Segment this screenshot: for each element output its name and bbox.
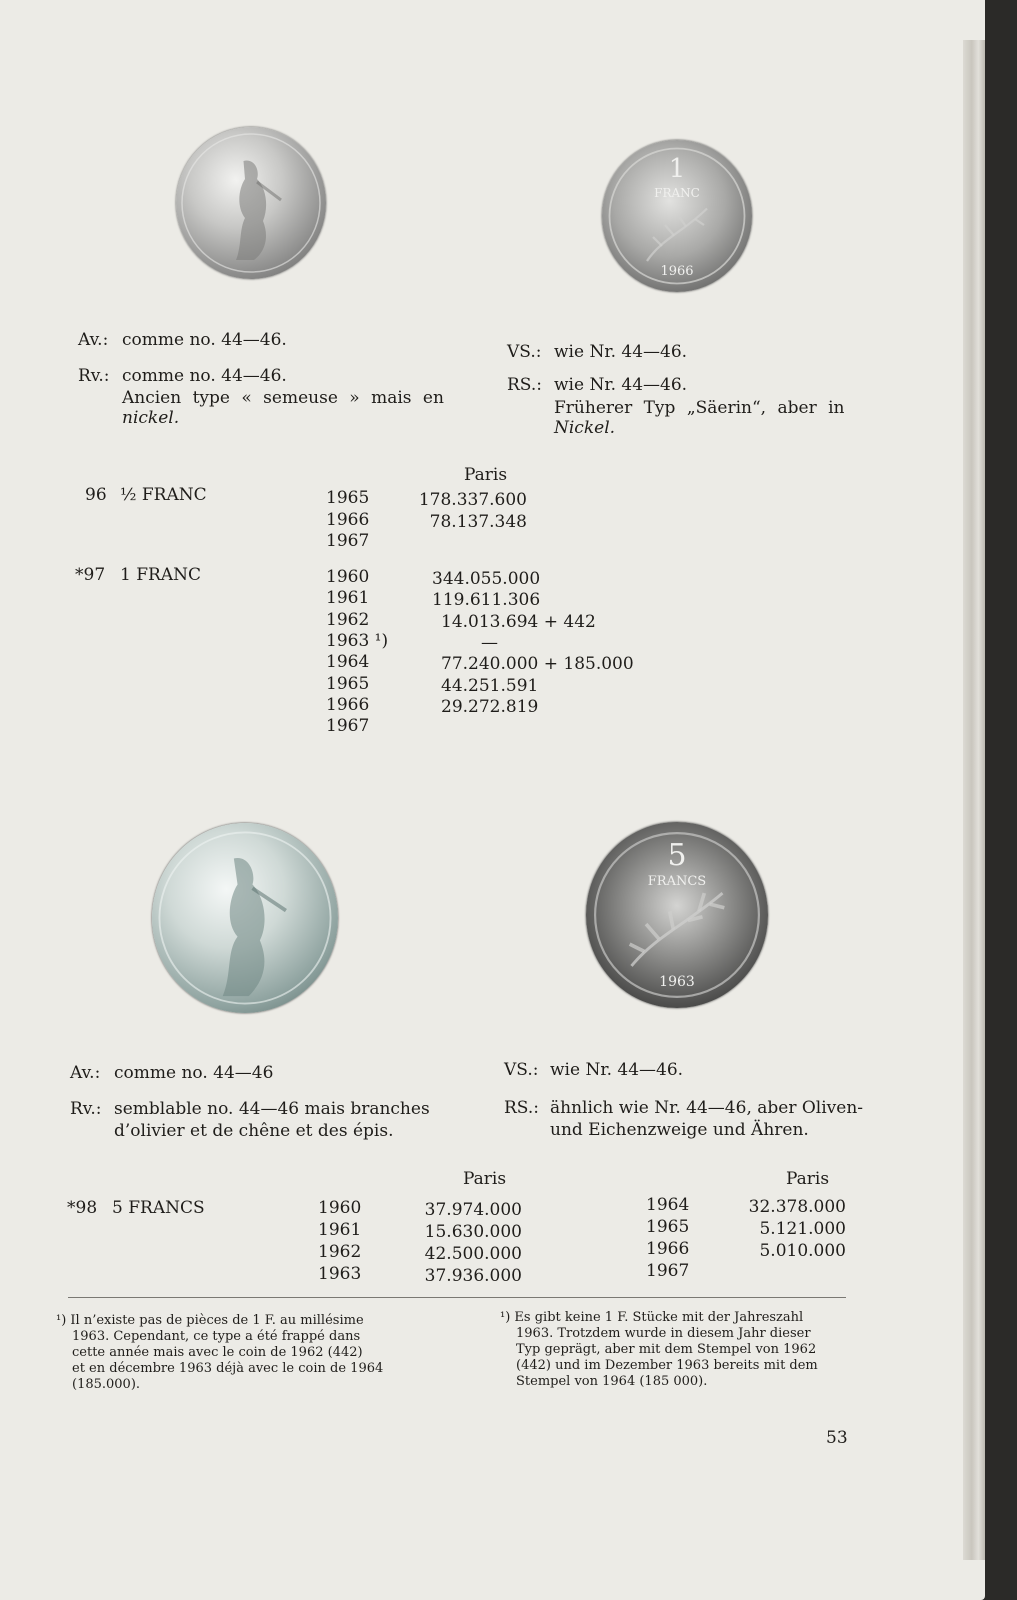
coin-five-denomination: FRANCS xyxy=(647,874,707,889)
coin-one-year: 1966 xyxy=(660,264,694,279)
page-edge xyxy=(963,40,985,1560)
footnote-line: et en décembre 1963 déjà avec le coin de 1964 xyxy=(72,1361,384,1376)
footnote-line: cette année mais avec le coin de 1962 (442) xyxy=(72,1345,363,1360)
mintage-year: 1964 xyxy=(326,652,370,673)
mintage-year: 1966 xyxy=(646,1239,690,1259)
de2-reverse-label: RS.: xyxy=(504,1098,539,1118)
fr2-obverse-label: Av.: xyxy=(70,1063,101,1083)
one-franc-coin-image xyxy=(602,140,752,292)
entry97-denomination: 1 FRANC xyxy=(120,565,201,585)
mintage-value: 42.500.000 xyxy=(424,1244,522,1264)
five-francs-obverse-image xyxy=(152,823,338,1013)
mintage-value: 14.013.694 + 442 xyxy=(441,611,596,632)
fr-reverse-line1: comme no. 44—46. xyxy=(122,366,287,386)
mintage-year: 1961 xyxy=(326,588,370,609)
de-reverse-line3: Nickel. xyxy=(554,418,616,438)
entry98-number: *98 xyxy=(67,1198,98,1218)
fr-reverse-line2: Ancien type « semeuse » mais en xyxy=(122,388,444,408)
entry97-number: *97 xyxy=(75,565,106,585)
de2-obverse-label: VS.: xyxy=(504,1060,539,1080)
de-reverse-line1: wie Nr. 44—46. xyxy=(554,375,688,395)
coin-five-value: 5 xyxy=(667,838,687,873)
footnote-line: ¹) Il n’existe pas de pièces de 1 F. au millésime xyxy=(56,1313,364,1328)
fr-reverse-line3: nickel. xyxy=(122,408,180,428)
mintage-year: 1960 xyxy=(318,1198,362,1218)
mintage-year: 1966 xyxy=(326,694,370,715)
five-francs-reverse-image xyxy=(586,822,768,1008)
mintage-year: 1963 ¹) xyxy=(326,630,389,651)
footnote-line: (185.000). xyxy=(72,1377,141,1392)
mintage-value: 32.378.000 xyxy=(748,1197,846,1217)
de-obverse-text: wie Nr. 44—46. xyxy=(554,342,688,362)
mintage-value: 29.272.819 xyxy=(441,696,539,717)
mintage-year: 1965 xyxy=(646,1217,690,1237)
mintage-year: 1967 xyxy=(326,531,370,551)
fr-obverse-label: Av.: xyxy=(78,330,109,350)
sower-figure-icon xyxy=(176,127,326,279)
footnote-divider xyxy=(68,1297,846,1298)
de-reverse-label: RS.: xyxy=(507,375,542,395)
mintage-value: 44.251.591 xyxy=(441,675,539,696)
de2-reverse-line1: ähnlich wie Nr. 44—46, aber Oliven- xyxy=(550,1098,864,1118)
mintage-value: — xyxy=(481,632,498,653)
mintage-value: 119.611.306 xyxy=(432,590,541,611)
fr-obverse-text: comme no. 44—46. xyxy=(122,330,287,350)
mintage-value: 37.974.000 xyxy=(424,1200,522,1220)
coin-one-denomination: FRANC xyxy=(654,186,700,200)
footnote-line: ¹) Es gibt keine 1 F. Stücke mit der Jahreszahl xyxy=(500,1310,804,1325)
mint-header-paris-left: Paris xyxy=(463,1169,507,1189)
mintage-value: 77.240.000 + 185.000 xyxy=(441,654,634,675)
mintage-value: 5.010.000 xyxy=(759,1241,846,1261)
half-franc-coin-image xyxy=(176,127,326,279)
mintage-year: 1967 xyxy=(646,1261,690,1281)
fr2-obverse-text: comme no. 44—46 xyxy=(114,1063,274,1083)
fr2-reverse-label: Rv.: xyxy=(70,1099,102,1119)
page-number: 53 xyxy=(826,1428,848,1448)
mintage-year: 1963 xyxy=(318,1264,362,1284)
mint-header-paris-right: Paris xyxy=(786,1169,830,1189)
fr2-reverse-line2: d’olivier et de chêne et des épis. xyxy=(114,1121,394,1141)
footnote-line: Typ geprägt, aber mit dem Stempel von 1962 xyxy=(516,1342,817,1357)
mintage-value: 178.337.600 xyxy=(418,490,527,510)
de2-reverse-line2: und Eichenzweige und Ähren. xyxy=(550,1120,809,1140)
footnote-line: (442) und im Dezember 1963 bereits mit dem xyxy=(516,1358,818,1373)
mintage-value: 78.137.348 xyxy=(429,511,527,532)
mintage-value: 5.121.000 xyxy=(759,1219,846,1239)
mintage-value: 37.936.000 xyxy=(424,1266,522,1286)
mint-header-paris: Paris xyxy=(464,465,508,485)
de-reverse-line2: Früherer Typ „Säerin“, aber in xyxy=(554,398,845,418)
entry96-denomination: ½ FRANC xyxy=(120,485,207,505)
mintage-year: 1962 xyxy=(318,1242,362,1262)
mintage-value: 15.630.000 xyxy=(424,1222,522,1242)
footnote-line: 1963. Cependant, ce type a été frappé dans xyxy=(72,1329,361,1344)
de-obverse-label: VS.: xyxy=(507,342,542,362)
mintage-year: 1966 xyxy=(326,509,370,530)
entry98-denomination: 5 FRANCS xyxy=(112,1198,205,1218)
entry96-number: 96 xyxy=(85,485,107,505)
fr-reverse-label: Rv.: xyxy=(78,366,110,386)
mintage-year: 1960 xyxy=(326,567,370,587)
mintage-year: 1967 xyxy=(326,716,370,737)
mintage-year: 1964 xyxy=(646,1195,690,1215)
mintage-year: 1961 xyxy=(318,1220,362,1240)
footnote-line: Stempel von 1964 (185 000). xyxy=(516,1374,708,1389)
de2-obverse-text: wie Nr. 44—46. xyxy=(550,1060,684,1080)
footnote-line: 1963. Trotzdem wurde in diesem Jahr dieser xyxy=(516,1326,811,1341)
mintage-value: 344.055.000 xyxy=(432,569,541,589)
coin-five-year: 1963 xyxy=(659,974,695,990)
mintage-year: 1962 xyxy=(326,609,370,630)
fr2-reverse-line1: semblable no. 44—46 mais branches xyxy=(114,1099,430,1119)
mintage-year: 1965 xyxy=(326,488,370,508)
sower-figure-icon xyxy=(152,823,338,1013)
coin-one-value: 1 xyxy=(668,154,686,184)
mintage-year: 1965 xyxy=(326,673,370,694)
